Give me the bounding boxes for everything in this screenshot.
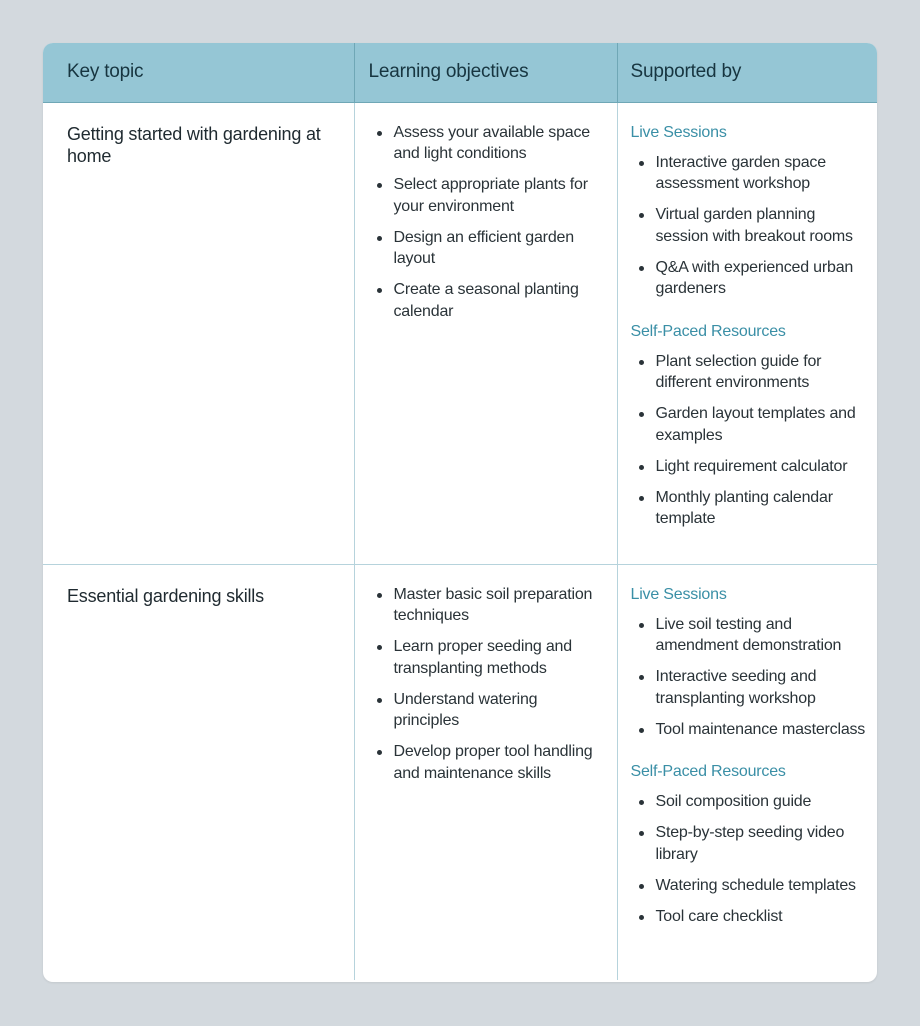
table-row	[43, 102, 877, 564]
header-supported-by: Supported by	[617, 43, 877, 102]
header-learning-objectives: Learning objectives	[354, 43, 617, 102]
self-paced-title: Self-Paced Resources	[630, 322, 786, 340]
list-item: Light requirement calculator	[631, 456, 868, 478]
objectives-list	[369, 122, 603, 323]
list-item: Tool care checklist	[631, 906, 868, 928]
list-item: Step-by-step seeding video library	[631, 822, 868, 865]
topic-title: Essential gardening skills	[67, 585, 264, 606]
curriculum-table	[43, 43, 877, 980]
list-item: Create a seasonal planting calendar	[369, 279, 603, 322]
list-item: Live soil testing and amendment demonstration	[631, 614, 868, 657]
self-paced-title: Self-Paced Resources	[630, 763, 786, 780]
header-key-topic: Key topic	[43, 43, 354, 102]
live-sessions-title: Live Sessions	[630, 585, 727, 603]
list-item: Learn proper seeding and transplanting methods	[369, 636, 603, 679]
list-item: Develop proper tool handling and maintenance skills	[369, 741, 603, 784]
table-header-row	[43, 43, 877, 102]
list-item: Select appropriate plants for your environment	[369, 174, 603, 217]
list-item: Q&A with experienced urban gardeners	[631, 257, 868, 300]
list-item: Understand watering principles	[369, 689, 603, 732]
list-item: Monthly planting calendar template	[631, 487, 868, 530]
supported-by-cell	[617, 102, 877, 564]
list-item: Interactive garden space assessment workshop	[631, 152, 868, 195]
table-row	[43, 564, 877, 980]
self-paced-list	[631, 351, 868, 530]
list-item: Master basic soil preparation techniques	[369, 584, 603, 627]
supported-by-cell	[617, 564, 877, 980]
curriculum-table-card	[43, 43, 877, 982]
list-item: Tool maintenance masterclass	[631, 719, 868, 741]
objectives-list	[369, 584, 603, 785]
list-item: Assess your available space and light conditions	[369, 122, 603, 165]
list-item: Plant selection guide for different environments	[631, 351, 868, 394]
list-item: Interactive seeding and transplanting workshop	[631, 666, 868, 709]
self-paced-list	[631, 791, 868, 927]
topic-title: Getting started with gardening at home	[67, 123, 321, 166]
list-item: Virtual garden planning session with breakout rooms	[631, 204, 868, 247]
list-item: Watering schedule templates	[631, 875, 868, 897]
objectives-cell	[354, 564, 617, 980]
live-sessions-title: Live Sessions	[630, 123, 727, 141]
list-item: Soil composition guide	[631, 791, 868, 813]
objectives-cell	[354, 102, 617, 564]
list-item: Garden layout templates and examples	[631, 403, 868, 446]
live-sessions-list	[631, 152, 868, 300]
list-item: Design an efficient garden layout	[369, 227, 603, 270]
topic-cell	[43, 564, 354, 980]
live-sessions-list	[631, 614, 868, 741]
topic-cell	[43, 102, 354, 564]
